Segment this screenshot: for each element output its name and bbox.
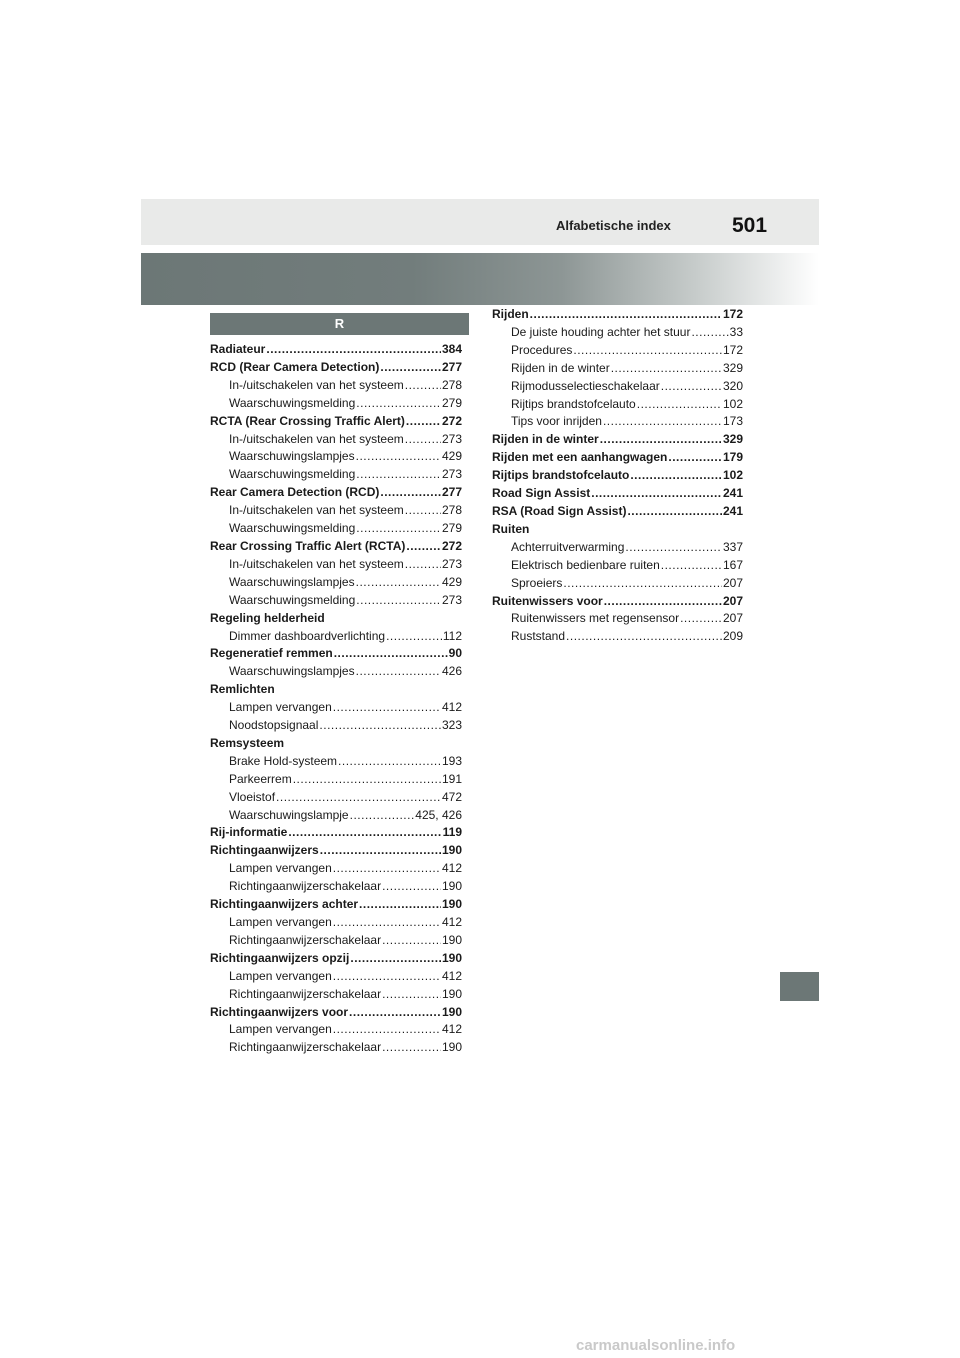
index-subentry — [210, 699, 462, 717]
page-reference: 429 — [441, 449, 462, 464]
index-term: Waarschuwingsmelding — [229, 521, 356, 536]
page-reference: 190 — [441, 1040, 462, 1055]
dot-leader — [350, 950, 441, 968]
page-reference: 273 — [441, 556, 462, 571]
page-reference: 209 — [722, 629, 743, 644]
page-reference: 179 — [722, 450, 743, 465]
dot-leader — [382, 932, 441, 950]
page-reference: 190 — [441, 843, 462, 858]
index-term: In-/uitschakelen van het systeem — [229, 556, 404, 571]
index-term: Remlichten — [210, 682, 275, 697]
page-reference: 412 — [441, 968, 462, 983]
index-subentry — [210, 914, 462, 932]
index-term: Rijden in de winter — [492, 432, 599, 447]
dot-leader — [630, 467, 722, 485]
index-subentry — [210, 574, 462, 592]
index-entry — [492, 521, 743, 539]
index-term: Remsysteem — [210, 735, 285, 750]
page-reference: 412 — [441, 1022, 462, 1037]
index-term: Brake Hold-systeem — [229, 753, 338, 768]
dot-leader — [320, 842, 441, 860]
index-subentry — [210, 753, 462, 771]
dot-leader — [382, 1039, 441, 1057]
index-subentry — [210, 520, 462, 538]
page-reference: 207 — [722, 593, 743, 608]
index-entry — [492, 503, 743, 521]
page-reference: 273 — [441, 431, 462, 446]
dot-leader — [566, 628, 722, 646]
decorative-gradient-band — [141, 253, 819, 305]
dot-leader — [627, 503, 722, 521]
dot-leader — [661, 378, 722, 396]
index-entry — [210, 645, 462, 663]
section-title: Alfabetische index — [556, 218, 671, 233]
dot-leader — [356, 663, 441, 681]
dot-leader — [333, 1021, 441, 1039]
index-entry — [210, 538, 462, 556]
dot-leader — [604, 593, 722, 611]
dot-leader — [333, 699, 441, 717]
index-subentry — [210, 878, 462, 896]
page-reference: 241 — [722, 503, 743, 518]
dot-leader — [382, 878, 441, 896]
page-reference: 425, 426 — [415, 807, 462, 822]
index-entry — [492, 467, 743, 485]
dot-leader — [625, 539, 722, 557]
dot-leader — [338, 753, 441, 771]
index-term: Parkeerrem — [229, 771, 292, 786]
page-reference: 272 — [441, 538, 462, 553]
index-subentry — [210, 431, 462, 449]
dot-leader — [319, 717, 441, 735]
index-term: Rijden in de winter — [511, 360, 610, 375]
index-subentry — [210, 789, 462, 807]
index-letter-header: R — [210, 313, 469, 335]
index-term: Richtingaanwijzers opzij — [210, 950, 350, 965]
dot-leader — [661, 557, 722, 575]
index-entry — [210, 341, 462, 359]
index-term: Rijmodusselectieschakelaar — [511, 378, 660, 393]
page-reference: 207 — [722, 575, 743, 590]
index-term: Richtingaanwijzerschakelaar — [229, 932, 382, 947]
page-reference: 273 — [441, 467, 462, 482]
dot-leader — [359, 896, 441, 914]
index-entry — [210, 484, 462, 502]
index-subentry — [210, 968, 462, 986]
index-term: De juiste houding achter het stuur — [511, 324, 691, 339]
index-entry — [492, 593, 743, 611]
index-subentry — [492, 342, 743, 360]
index-subentry — [492, 610, 743, 628]
dot-leader — [691, 324, 728, 342]
index-term: Lampen vervangen — [229, 861, 332, 876]
page-reference: 472 — [441, 789, 462, 804]
dot-leader — [334, 645, 448, 663]
page-reference: 207 — [722, 611, 743, 626]
dot-leader — [405, 377, 441, 395]
index-term: RCD (Rear Camera Detection) — [210, 359, 380, 374]
index-term: In-/uitschakelen van het systeem — [229, 431, 404, 446]
index-subentry — [492, 557, 743, 575]
index-term: Waarschuwingslampjes — [229, 664, 355, 679]
index-subentry — [210, 395, 462, 413]
dot-leader — [680, 610, 722, 628]
page-reference: 33 — [729, 324, 743, 339]
dot-leader — [266, 341, 441, 359]
dot-leader — [350, 807, 415, 825]
dot-leader — [380, 484, 441, 502]
index-term: Road Sign Assist — [492, 486, 591, 501]
index-term: Waarschuwingsmelding — [229, 467, 356, 482]
index-entry — [210, 824, 462, 842]
dot-leader — [356, 466, 441, 484]
index-subentry — [492, 628, 743, 646]
dot-leader — [573, 342, 722, 360]
index-subentry — [210, 1021, 462, 1039]
page-reference: 279 — [441, 395, 462, 410]
index-subentry — [210, 502, 462, 520]
dot-leader — [333, 914, 441, 932]
index-entry — [210, 413, 462, 431]
index-term: Lampen vervangen — [229, 1022, 332, 1037]
index-term: Richtingaanwijzers voor — [210, 1004, 349, 1019]
index-entry — [210, 681, 462, 699]
index-term: Elektrisch bedienbare ruiten — [511, 557, 660, 572]
dot-leader — [333, 968, 441, 986]
dot-leader — [530, 306, 722, 324]
index-entry — [210, 359, 462, 377]
index-entry — [492, 449, 743, 467]
dot-leader — [603, 413, 722, 431]
page-reference: 329 — [722, 360, 743, 375]
dot-leader — [563, 575, 722, 593]
index-term: Waarschuwingsmelding — [229, 395, 356, 410]
page-reference: 323 — [441, 718, 462, 733]
index-term: Lampen vervangen — [229, 968, 332, 983]
index-column-left — [210, 341, 462, 1057]
index-term: Waarschuwingsmelding — [229, 592, 356, 607]
index-term: Rijtips brandstofcelauto — [511, 396, 636, 411]
page-reference: 190 — [441, 879, 462, 894]
index-term: Lampen vervangen — [229, 915, 332, 929]
index-term: In-/uitschakelen van het systeem — [229, 377, 404, 392]
index-term: Richtingaanwijzers achter — [210, 897, 359, 912]
page-reference: 102 — [722, 396, 743, 411]
dot-leader — [382, 986, 441, 1004]
dot-leader — [406, 538, 441, 556]
index-subentry — [210, 717, 462, 735]
index-subentry — [492, 396, 743, 414]
page-reference: 112 — [442, 628, 462, 643]
dot-leader — [386, 628, 442, 646]
page-reference: 190 — [441, 950, 462, 965]
index-term: Waarschuwingslampjes — [229, 574, 355, 589]
dot-leader — [637, 396, 722, 414]
index-subentry — [210, 807, 462, 825]
index-term: Tips voor inrijden — [511, 414, 602, 429]
index-term: Ruststand — [511, 629, 566, 644]
page-reference: 272 — [441, 413, 462, 428]
index-entry — [492, 431, 743, 449]
index-term: RSA (Road Sign Assist) — [492, 503, 627, 518]
page-reference: 193 — [441, 753, 462, 768]
dot-leader — [600, 431, 722, 449]
dot-leader — [591, 485, 722, 503]
dot-leader — [333, 860, 441, 878]
index-subentry — [210, 592, 462, 610]
index-subentry — [492, 324, 743, 342]
dot-leader — [611, 360, 722, 378]
chapter-tab-marker — [780, 972, 819, 1001]
index-term: Rijtips brandstofcelauto — [492, 468, 630, 483]
index-subentry — [210, 628, 462, 646]
page-reference: 429 — [441, 574, 462, 589]
index-term: Richtingaanwijzerschakelaar — [229, 986, 382, 1001]
dot-leader — [405, 556, 441, 574]
page-reference: 329 — [722, 432, 743, 447]
page-reference: 102 — [722, 468, 743, 483]
page-header-band — [141, 199, 819, 245]
page-reference: 190 — [441, 932, 462, 947]
page-reference: 172 — [722, 342, 743, 357]
index-term: In-/uitschakelen van het systeem — [229, 503, 404, 518]
index-term: Dimmer dashboardverlichting — [229, 628, 386, 643]
page-reference: 90 — [448, 646, 462, 661]
page-reference: 172 — [722, 307, 743, 321]
index-term: Rear Crossing Traffic Alert (RCTA) — [210, 538, 406, 553]
index-term: RCTA (Rear Crossing Traffic Alert) — [210, 413, 405, 428]
page-reference: 277 — [441, 359, 462, 374]
index-entry — [210, 610, 462, 628]
index-subentry — [492, 413, 743, 431]
watermark: carmanualsonline.info — [576, 1337, 736, 1354]
index-entry — [210, 896, 462, 914]
page-reference: 190 — [441, 986, 462, 1001]
page-reference: 119 — [442, 825, 462, 840]
index-term: Ruiten — [492, 521, 530, 536]
index-term: Regeneratief remmen — [210, 646, 333, 661]
index-entry — [210, 842, 462, 860]
page-reference: 173 — [722, 414, 743, 429]
index-entry — [492, 306, 743, 324]
index-term: Vloeistof — [229, 789, 276, 804]
dot-leader — [288, 824, 441, 842]
page-reference: 426 — [441, 664, 462, 679]
page-reference: 412 — [441, 915, 462, 929]
index-term: Richtingaanwijzerschakelaar — [229, 879, 382, 894]
index-subentry — [210, 1039, 462, 1057]
page-reference: 278 — [441, 377, 462, 392]
index-subentry — [492, 378, 743, 396]
index-subentry — [210, 448, 462, 466]
page-reference: 191 — [441, 771, 462, 786]
index-subentry — [210, 663, 462, 681]
index-term: Rear Camera Detection (RCD) — [210, 485, 380, 500]
index-term: Waarschuwingslampje — [229, 807, 349, 822]
index-entry — [210, 735, 462, 753]
index-subentry — [210, 466, 462, 484]
dot-leader — [349, 1004, 441, 1022]
index-term: Lampen vervangen — [229, 700, 332, 715]
page-reference: 412 — [441, 700, 462, 715]
index-subentry — [210, 377, 462, 395]
index-term: Regeling helderheid — [210, 610, 325, 625]
page-reference: 384 — [441, 342, 462, 356]
index-term: Rijden met een aanhangwagen — [492, 450, 668, 465]
index-term: Achterruitverwarming — [511, 539, 625, 554]
page-reference: 277 — [441, 485, 462, 500]
index-entry — [210, 1004, 462, 1022]
page-reference: 412 — [441, 861, 462, 876]
index-term: Sproeiers — [511, 575, 563, 590]
index-term: Waarschuwingslampjes — [229, 449, 355, 464]
index-term: Radiateur — [210, 342, 266, 356]
page-reference: 190 — [441, 1004, 462, 1019]
dot-leader — [356, 395, 441, 413]
page-reference: 190 — [441, 897, 462, 912]
dot-leader — [380, 359, 441, 377]
page-number: 501 — [732, 214, 768, 237]
index-subentry — [210, 771, 462, 789]
dot-leader — [406, 413, 441, 431]
dot-leader — [356, 520, 441, 538]
index-term: Procedures — [511, 342, 573, 357]
index-term: Ruitenwissers met regensensor — [511, 611, 680, 626]
page-reference: 278 — [441, 503, 462, 518]
page-reference: 273 — [441, 592, 462, 607]
dot-leader — [405, 431, 441, 449]
dot-leader — [356, 592, 441, 610]
page-reference: 279 — [441, 521, 462, 536]
index-subentry — [210, 556, 462, 574]
index-term: Ruitenwissers voor — [492, 593, 603, 608]
index-subentry — [492, 575, 743, 593]
page-reference: 337 — [722, 539, 743, 554]
dot-leader — [668, 449, 722, 467]
dot-leader — [293, 771, 441, 789]
page-reference: 167 — [722, 557, 743, 572]
dot-leader — [405, 502, 441, 520]
dot-leader — [356, 448, 441, 466]
index-column-right — [492, 306, 743, 646]
page-reference: 241 — [722, 486, 743, 501]
index-term: Richtingaanwijzerschakelaar — [229, 1040, 382, 1055]
index-subentry — [492, 360, 743, 378]
page-reference: 320 — [722, 378, 743, 393]
index-entry — [492, 485, 743, 503]
index-subentry — [492, 539, 743, 557]
index-subentry — [210, 986, 462, 1004]
index-term: Richtingaanwijzers — [210, 843, 319, 858]
index-term: Noodstopsignaal — [229, 718, 319, 733]
index-entry — [210, 950, 462, 968]
dot-leader — [356, 574, 441, 592]
index-term: Rij-informatie — [210, 825, 288, 840]
index-subentry — [210, 860, 462, 878]
index-subentry — [210, 932, 462, 950]
index-term: Rijden — [492, 307, 529, 321]
dot-leader — [276, 789, 441, 807]
